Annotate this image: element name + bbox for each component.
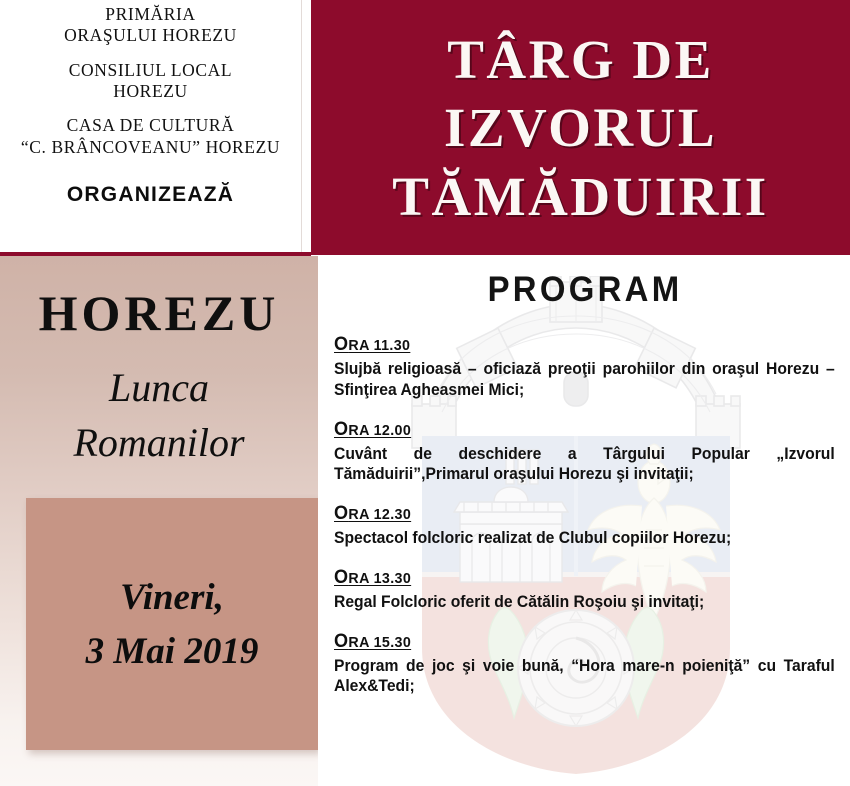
program-time-capital: O [334,418,349,440]
program-time-rest: RA 12.30 [348,506,412,524]
event-date-weekday: Vineri, [120,577,224,618]
program-item-description: Program de joc şi voie bună, “Hora mare-n poieniţă” cu Taraful Alex&Tedi; [334,656,835,696]
organizer-block [21,115,280,158]
program-item [334,631,836,698]
event-date-full: 3 Mai 2019 [85,631,259,672]
organizer-line: CONSILIUL LOCAL [68,59,233,80]
program-item-description: Regal Folcloric oferit de Cătălin Roşoiu şi invitaţi; [334,592,705,611]
program-item-description: Slujbă religioasă – oficiază preoţii parohiilor din oraşul Horezu – Sfinţirea Agheasmei Mici; [334,360,835,399]
program-time-capital: O [334,503,349,525]
program-item-time [334,631,411,653]
organizer-block [69,60,232,103]
program-time-capital: O [334,630,349,652]
event-date-box [26,498,318,750]
program-item-description: Spectacol folcloric realizat de Clubul copiilor Horezu; [334,529,732,548]
program-item-time [334,503,411,525]
program-time-rest: RA 11.30 [348,337,411,354]
location-panel [0,256,318,786]
event-title-band [311,0,850,255]
program-content [318,270,850,697]
program-panel [318,256,850,786]
program-time-capital: O [334,334,349,355]
program-item-time [334,334,410,356]
organizer-line: CASA DE CULTURĂ [66,115,235,136]
program-time-capital: O [334,566,349,588]
organizer-line: “C. BRÂNCOVEANU” HOREZU [20,136,281,157]
program-time-rest: RA 15.30 [348,633,412,651]
location-city: HOREZU [38,285,280,341]
organizer-block [64,4,237,47]
program-item-description: Cuvânt de deschidere a Târgului Popular „Izvorul Tămăduirii”,Primarul oraşului Horezu şi invitaţii; [334,444,835,484]
program-time-rest: RA 13.30 [348,569,412,587]
program-item [334,334,836,401]
organizer-card [0,0,302,252]
program-time-rest: RA 12.00 [348,421,412,439]
event-title-line-1: TÂRG DE [447,29,714,91]
organizer-line: ORAŞULUI HOREZU [64,25,237,46]
program-item [334,419,836,486]
program-item-time [334,567,411,589]
event-title-line-2: IZVORUL [443,97,718,159]
organizer-action-label: ORGANIZEAZĂ [66,183,235,207]
program-heading: PROGRAM [487,270,683,309]
organizer-line: PRIMĂRIA [105,4,196,24]
location-place-line-1: Lunca [109,365,209,410]
program-item-time [334,419,411,441]
event-title-line-3: TĂMĂDUIRII [392,165,769,227]
program-item [334,567,836,613]
program-list [334,334,836,697]
location-place-line-2: Romanilor [73,420,245,465]
program-item [334,503,836,549]
organizer-line: HOREZU [113,81,188,102]
